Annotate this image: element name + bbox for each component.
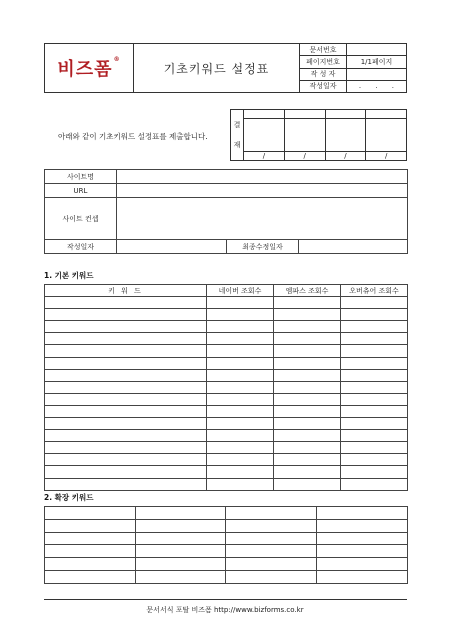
basic-keyword-cell[interactable] bbox=[341, 321, 408, 333]
site-name-field[interactable] bbox=[117, 170, 408, 184]
site-concept-label: 사이트 컨셉 bbox=[45, 198, 117, 240]
basic-keyword-cell[interactable] bbox=[45, 357, 207, 369]
extended-keyword-cell[interactable] bbox=[45, 519, 136, 532]
section-basic-keywords-title: 1. 기본 키워드 bbox=[44, 271, 94, 280]
basic-keyword-row bbox=[45, 466, 408, 478]
basic-keyword-cell[interactable] bbox=[274, 309, 341, 321]
basic-keyword-cell[interactable] bbox=[341, 345, 408, 357]
basic-keyword-cell[interactable] bbox=[274, 369, 341, 381]
basic-keyword-cell[interactable] bbox=[341, 357, 408, 369]
basic-keyword-row bbox=[45, 442, 408, 454]
author-label: 작 성 자 bbox=[300, 68, 347, 80]
date-label: 작성일자 bbox=[300, 80, 347, 92]
basic-keyword-cell[interactable] bbox=[274, 333, 341, 345]
approval-date-4[interactable]: / bbox=[366, 152, 407, 161]
document-header bbox=[44, 43, 407, 93]
basic-keyword-cell[interactable] bbox=[207, 369, 274, 381]
basic-keyword-cell[interactable] bbox=[341, 297, 408, 309]
extended-keyword-cell[interactable] bbox=[136, 558, 226, 571]
basic-keyword-cell[interactable] bbox=[45, 381, 207, 393]
basic-keyword-cell[interactable] bbox=[341, 418, 408, 430]
logo bbox=[45, 44, 134, 93]
basic-keyword-cell[interactable] bbox=[45, 478, 207, 490]
extended-keyword-cell[interactable] bbox=[226, 507, 317, 520]
extended-keyword-cell[interactable] bbox=[45, 558, 136, 571]
intro-text: 아래와 같이 기초키워드 설정표를 제출합니다. bbox=[58, 132, 208, 141]
site-name-label: 사이트명 bbox=[45, 170, 117, 184]
basic-keyword-cell[interactable] bbox=[207, 454, 274, 466]
basic-keyword-cell[interactable] bbox=[341, 430, 408, 442]
basic-keyword-cell[interactable] bbox=[274, 321, 341, 333]
basic-keyword-cell[interactable] bbox=[45, 454, 207, 466]
final-modified-date-label: 최종수정일자 bbox=[227, 240, 299, 254]
page-number-label: 페이지번호 bbox=[300, 56, 347, 68]
basic-keyword-cell[interactable] bbox=[45, 345, 207, 357]
basic-keyword-cell[interactable] bbox=[45, 369, 207, 381]
extended-keyword-cell[interactable] bbox=[136, 570, 226, 583]
basic-keyword-cell[interactable] bbox=[207, 442, 274, 454]
approval-title-2[interactable] bbox=[284, 110, 325, 119]
basic-keyword-row bbox=[45, 321, 408, 333]
extended-keyword-cell[interactable] bbox=[317, 532, 408, 545]
basic-keyword-cell[interactable] bbox=[274, 345, 341, 357]
basic-keyword-row bbox=[45, 454, 408, 466]
basic-keyword-cell[interactable] bbox=[274, 418, 341, 430]
basic-keyword-cell[interactable] bbox=[45, 442, 207, 454]
extended-keyword-cell[interactable] bbox=[45, 532, 136, 545]
doc-number-label: 문서번호 bbox=[300, 44, 347, 56]
basic-keyword-row bbox=[45, 345, 408, 357]
basic-keyword-row bbox=[45, 309, 408, 321]
basic-keyword-row bbox=[45, 357, 408, 369]
basic-keyword-cell[interactable] bbox=[207, 321, 274, 333]
footer-divider bbox=[44, 599, 407, 600]
extended-keyword-row bbox=[45, 570, 408, 583]
basic-keyword-cell[interactable] bbox=[207, 405, 274, 417]
basic-keyword-row bbox=[45, 430, 408, 442]
basic-keyword-cell[interactable] bbox=[341, 405, 408, 417]
approval-date-2[interactable]: / bbox=[284, 152, 325, 161]
basic-keyword-cell[interactable] bbox=[274, 381, 341, 393]
basic-keyword-cell[interactable] bbox=[274, 442, 341, 454]
approval-date-1[interactable]: / bbox=[244, 152, 285, 161]
basic-keyword-cell[interactable] bbox=[45, 393, 207, 405]
naver-views-header: 네이버 조회수 bbox=[207, 285, 274, 297]
basic-keyword-cell[interactable] bbox=[274, 454, 341, 466]
extended-keyword-cell[interactable] bbox=[317, 545, 408, 558]
url-label: URL bbox=[45, 184, 117, 198]
site-info-table bbox=[44, 169, 408, 254]
basic-keyword-cell[interactable] bbox=[341, 466, 408, 478]
extended-keyword-cell[interactable] bbox=[317, 507, 408, 520]
basic-keyword-cell[interactable] bbox=[45, 405, 207, 417]
approval-title-1[interactable] bbox=[244, 110, 285, 119]
approval-sign-3[interactable] bbox=[325, 119, 366, 152]
basic-keyword-cell[interactable] bbox=[207, 478, 274, 490]
basic-keyword-cell[interactable] bbox=[207, 430, 274, 442]
basic-keyword-cell[interactable] bbox=[274, 478, 341, 490]
basic-keyword-cell[interactable] bbox=[274, 393, 341, 405]
extended-keyword-cell[interactable] bbox=[226, 570, 317, 583]
basic-keyword-cell[interactable] bbox=[207, 393, 274, 405]
extended-keyword-cell[interactable] bbox=[317, 519, 408, 532]
basic-keyword-cell[interactable] bbox=[341, 381, 408, 393]
basic-keyword-cell[interactable] bbox=[207, 297, 274, 309]
basic-keyword-row bbox=[45, 369, 408, 381]
approval-title-3[interactable] bbox=[325, 110, 366, 119]
extended-keyword-cell[interactable] bbox=[45, 545, 136, 558]
date-value[interactable]: . . . bbox=[347, 80, 407, 92]
basic-keyword-cell[interactable] bbox=[274, 357, 341, 369]
basic-keywords-table bbox=[44, 284, 408, 491]
basic-keyword-cell[interactable] bbox=[45, 333, 207, 345]
basic-keyword-cell[interactable] bbox=[45, 297, 207, 309]
written-date-label: 작성일자 bbox=[45, 240, 117, 254]
extended-keyword-cell[interactable] bbox=[136, 545, 226, 558]
basic-keyword-cell[interactable] bbox=[341, 478, 408, 490]
author-value[interactable] bbox=[347, 68, 407, 80]
basic-keyword-cell[interactable] bbox=[274, 430, 341, 442]
extended-keyword-row bbox=[45, 519, 408, 532]
basic-keyword-cell[interactable] bbox=[207, 357, 274, 369]
written-date-field[interactable] bbox=[117, 240, 227, 254]
keyword-header: 키 워 드 bbox=[45, 285, 207, 297]
approval-table bbox=[230, 109, 407, 161]
basic-keyword-cell[interactable] bbox=[45, 321, 207, 333]
basic-keyword-cell[interactable] bbox=[207, 345, 274, 357]
basic-keyword-row bbox=[45, 381, 408, 393]
basic-keyword-cell[interactable] bbox=[274, 405, 341, 417]
basic-keyword-row bbox=[45, 333, 408, 345]
basic-keyword-cell[interactable] bbox=[45, 418, 207, 430]
approval-title-4[interactable] bbox=[366, 110, 407, 119]
basic-keyword-row bbox=[45, 418, 408, 430]
basic-keyword-cell[interactable] bbox=[341, 369, 408, 381]
site-concept-field[interactable] bbox=[117, 198, 408, 240]
extended-keywords-table bbox=[44, 506, 408, 584]
basic-keyword-cell[interactable] bbox=[45, 309, 207, 321]
extended-keyword-cell[interactable] bbox=[317, 558, 408, 571]
extended-keyword-cell[interactable] bbox=[136, 507, 226, 520]
extended-keyword-cell[interactable] bbox=[226, 519, 317, 532]
basic-keyword-row bbox=[45, 393, 408, 405]
approval-sign-4[interactable] bbox=[366, 119, 407, 152]
extended-keyword-cell[interactable] bbox=[136, 532, 226, 545]
extended-keyword-row bbox=[45, 545, 408, 558]
extended-keyword-row bbox=[45, 558, 408, 571]
basic-keyword-cell[interactable] bbox=[341, 393, 408, 405]
approval-sign-2[interactable] bbox=[284, 119, 325, 152]
document-title: 기초키워드 설정표 bbox=[134, 44, 300, 93]
extended-keyword-cell[interactable] bbox=[45, 507, 136, 520]
basic-keyword-cell[interactable] bbox=[207, 309, 274, 321]
extended-keyword-row bbox=[45, 507, 408, 520]
basic-keyword-cell[interactable] bbox=[341, 333, 408, 345]
extended-keyword-cell[interactable] bbox=[226, 545, 317, 558]
footer-text: 문서서식 포탈 비즈폼 http://www.bizforms.co.kr bbox=[146, 606, 304, 614]
basic-keyword-cell[interactable] bbox=[45, 430, 207, 442]
basic-keyword-row bbox=[45, 478, 408, 490]
doc-number-value[interactable] bbox=[347, 44, 407, 56]
basic-keyword-cell[interactable] bbox=[341, 454, 408, 466]
basic-keyword-cell[interactable] bbox=[45, 466, 207, 478]
basic-keyword-cell[interactable] bbox=[341, 309, 408, 321]
extended-keyword-cell[interactable] bbox=[226, 558, 317, 571]
url-field[interactable] bbox=[117, 184, 408, 198]
extended-keyword-row bbox=[45, 532, 408, 545]
extended-keyword-cell[interactable] bbox=[45, 570, 136, 583]
basic-keyword-cell[interactable] bbox=[207, 466, 274, 478]
basic-keyword-cell[interactable] bbox=[274, 466, 341, 478]
basic-keyword-row bbox=[45, 297, 408, 309]
approval-side-label: 결 재 bbox=[231, 110, 244, 161]
section-extended-keywords-title: 2. 확장 키워드 bbox=[44, 493, 94, 502]
basic-keyword-cell[interactable] bbox=[274, 297, 341, 309]
basic-keyword-cell[interactable] bbox=[341, 442, 408, 454]
basic-keyword-cell[interactable] bbox=[207, 418, 274, 430]
bizforms-logo: 비즈폼 ® bbox=[57, 56, 121, 80]
extended-keyword-cell[interactable] bbox=[136, 519, 226, 532]
final-modified-date-field[interactable] bbox=[299, 240, 408, 254]
page-number-value: 1/1페이지 bbox=[347, 56, 407, 68]
extended-keyword-cell[interactable] bbox=[317, 570, 408, 583]
extended-keyword-cell[interactable] bbox=[226, 532, 317, 545]
basic-keyword-cell[interactable] bbox=[207, 381, 274, 393]
basic-keyword-row bbox=[45, 405, 408, 417]
approval-date-3[interactable]: / bbox=[325, 152, 366, 161]
approval-sign-1[interactable] bbox=[244, 119, 285, 152]
basic-keyword-cell[interactable] bbox=[207, 333, 274, 345]
empas-views-header: 엠파스 조회수 bbox=[274, 285, 341, 297]
overture-views-header: 오버츄어 조회수 bbox=[341, 285, 408, 297]
